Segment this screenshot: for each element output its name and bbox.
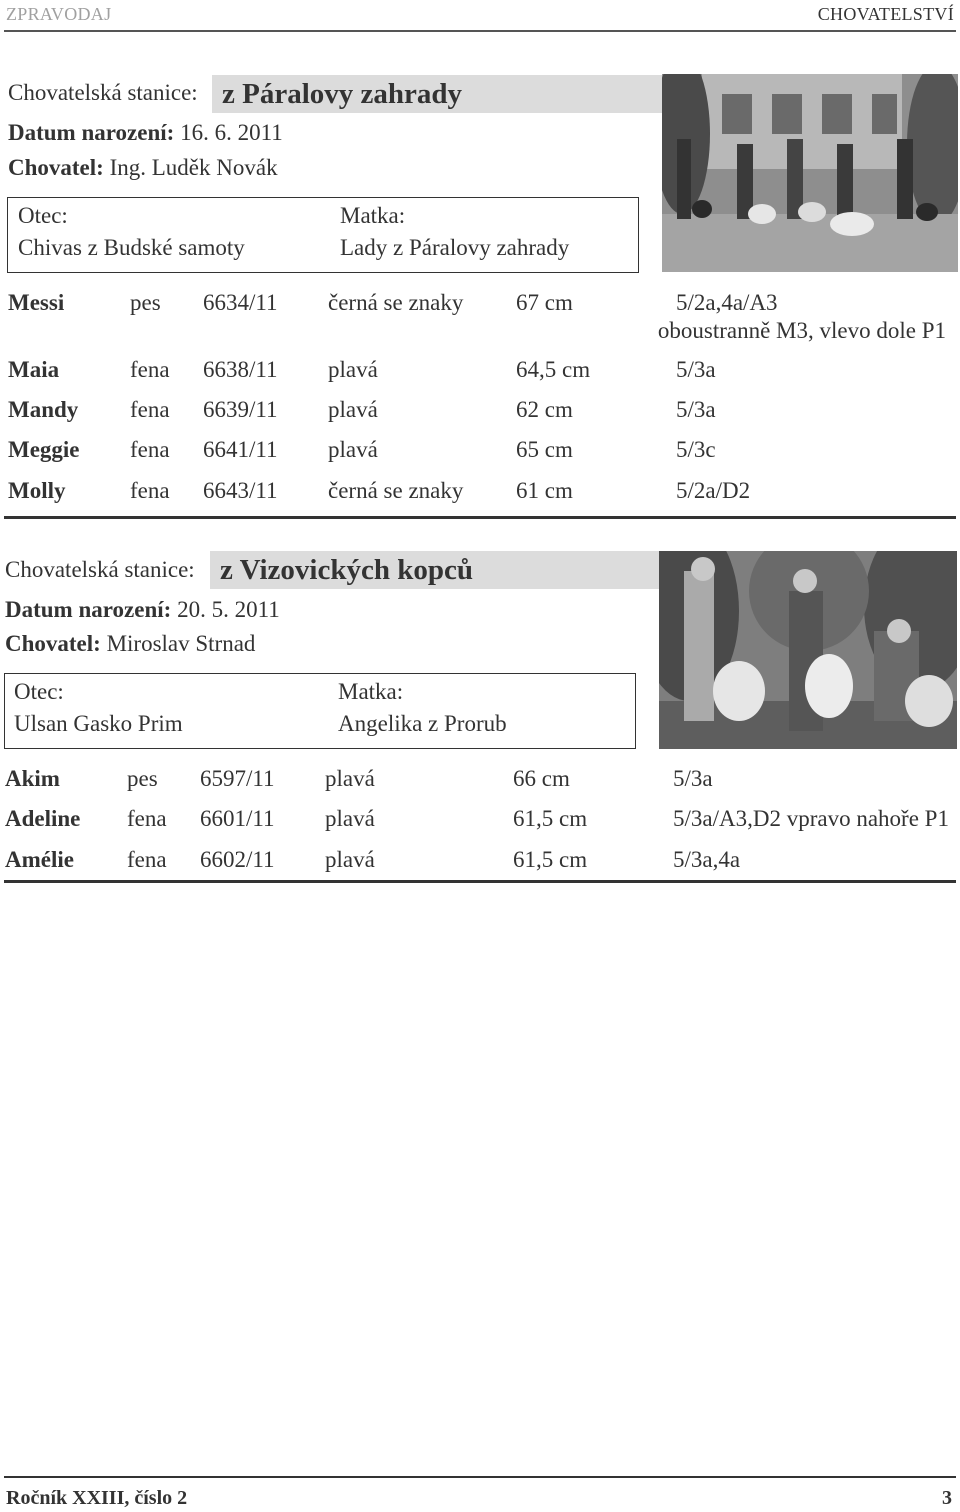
breeder-label: Chovatel:	[5, 631, 101, 656]
puppy-reg: 6643/11	[203, 478, 278, 503]
puppy-height: 62 cm	[516, 397, 573, 422]
birth-date	[8, 120, 283, 146]
breeder-label: Chovatel:	[8, 155, 104, 180]
puppy-eval: 5/3a,4a	[673, 847, 741, 872]
puppy-name: Messi	[8, 290, 65, 315]
dam-value: Lady z Páralovy zahrady	[340, 235, 570, 260]
breeder	[8, 155, 278, 181]
station-name: z Vizovických kopců	[210, 551, 660, 589]
dam-value: Angelika z Prorub	[338, 711, 507, 736]
photo-image-icon	[662, 74, 958, 272]
puppy-eval: 5/2a,4a/A3	[676, 290, 778, 315]
puppy-note: oboustranně M3, vlevo dole P1	[657, 318, 946, 343]
birth-value: 16. 6. 2011	[180, 120, 283, 145]
puppy-sex: fena	[127, 806, 167, 831]
puppy-eval: 5/3a	[676, 397, 716, 422]
table-row	[8, 290, 958, 343]
puppy-height: 61,5 cm	[513, 806, 588, 831]
puppy-height: 66 cm	[513, 766, 570, 791]
puppy-reg: 6602/11	[200, 847, 275, 872]
group-photo	[662, 74, 958, 272]
table-row	[5, 806, 955, 836]
puppy-reg: 6597/11	[200, 766, 275, 791]
puppy-sex: pes	[130, 290, 161, 315]
puppy-eval: 5/2a/D2	[676, 478, 751, 503]
breeder-value: Miroslav Strnad	[106, 631, 256, 656]
puppy-name: Amélie	[5, 847, 74, 872]
puppy-eval: 5/3a	[676, 357, 716, 382]
puppy-sex: pes	[127, 766, 158, 791]
table-row	[5, 766, 955, 796]
parents-box	[7, 197, 639, 273]
puppy-sex: fena	[130, 437, 170, 462]
puppy-name: Mandy	[8, 397, 79, 422]
group-photo	[659, 551, 957, 749]
puppy-sex: fena	[130, 357, 170, 382]
table-row	[8, 478, 958, 508]
table-row	[8, 437, 958, 467]
puppy-color: plavá	[325, 806, 375, 831]
sire-label: Otec:	[18, 203, 68, 228]
puppy-reg: 6641/11	[203, 437, 278, 462]
puppy-sex: fena	[130, 397, 170, 422]
birth-label: Datum narození:	[5, 597, 172, 622]
header-right: CHOVATELSTVÍ	[817, 4, 954, 24]
puppy-name: Molly	[8, 478, 66, 503]
puppy-height: 67 cm	[516, 290, 573, 315]
birth-date	[5, 597, 280, 623]
puppy-color: černá se znaky	[328, 478, 464, 503]
sire-label: Otec:	[14, 679, 64, 704]
footer-issue: Ročník XXIII, číslo 2	[6, 1487, 188, 1509]
puppy-name: Maia	[8, 357, 60, 382]
puppy-name: Akim	[5, 766, 60, 791]
puppy-reg: 6638/11	[203, 357, 278, 382]
puppy-reg: 6634/11	[203, 290, 278, 315]
puppy-color: černá se znaky	[328, 290, 464, 315]
station-name: z Páralovy zahrady	[212, 75, 662, 113]
birth-label: Datum narození:	[8, 120, 175, 145]
footer-rule	[4, 1476, 956, 1478]
table-row	[8, 357, 958, 387]
table-row	[5, 847, 955, 877]
page-number: 3	[942, 1487, 952, 1509]
sire-value: Chivas z Budské samoty	[18, 235, 245, 260]
puppy-color: plavá	[328, 357, 378, 382]
puppy-reg: 6601/11	[200, 806, 275, 831]
puppy-color: plavá	[328, 437, 378, 462]
birth-value: 20. 5. 2011	[177, 597, 280, 622]
station-label: Chovatelská stanice:	[8, 80, 198, 105]
puppy-sex: fena	[127, 847, 167, 872]
puppy-color: plavá	[328, 397, 378, 422]
table-row	[8, 397, 958, 427]
puppy-name: Adeline	[5, 806, 81, 831]
puppy-eval: 5/3a	[673, 766, 713, 791]
header-left: ZPRAVODAJ	[6, 4, 112, 24]
station-label: Chovatelská stanice:	[5, 557, 195, 582]
sire-value: Ulsan Gasko Prim	[14, 711, 183, 736]
puppy-height: 61 cm	[516, 478, 573, 503]
puppy-color: plavá	[325, 847, 375, 872]
section-rule	[4, 516, 956, 519]
puppy-height: 61,5 cm	[513, 847, 588, 872]
puppy-sex: fena	[130, 478, 170, 503]
puppy-eval: 5/3a/A3,D2 vpravo nahoře P1	[673, 806, 949, 831]
breeder-value: Ing. Luděk Novák	[109, 155, 278, 180]
dam-label: Matka:	[338, 679, 404, 704]
puppy-eval: 5/3c	[676, 437, 716, 462]
breeder	[5, 631, 255, 657]
dam-label: Matka:	[340, 203, 406, 228]
puppy-height: 65 cm	[516, 437, 573, 462]
puppy-color: plavá	[325, 766, 375, 791]
puppy-height: 64,5 cm	[516, 357, 591, 382]
parents-box	[4, 673, 636, 749]
section-rule	[4, 880, 956, 883]
puppy-name: Meggie	[8, 437, 80, 462]
puppy-reg: 6639/11	[203, 397, 278, 422]
photo-image-icon	[659, 551, 957, 749]
header-rule	[4, 30, 956, 32]
